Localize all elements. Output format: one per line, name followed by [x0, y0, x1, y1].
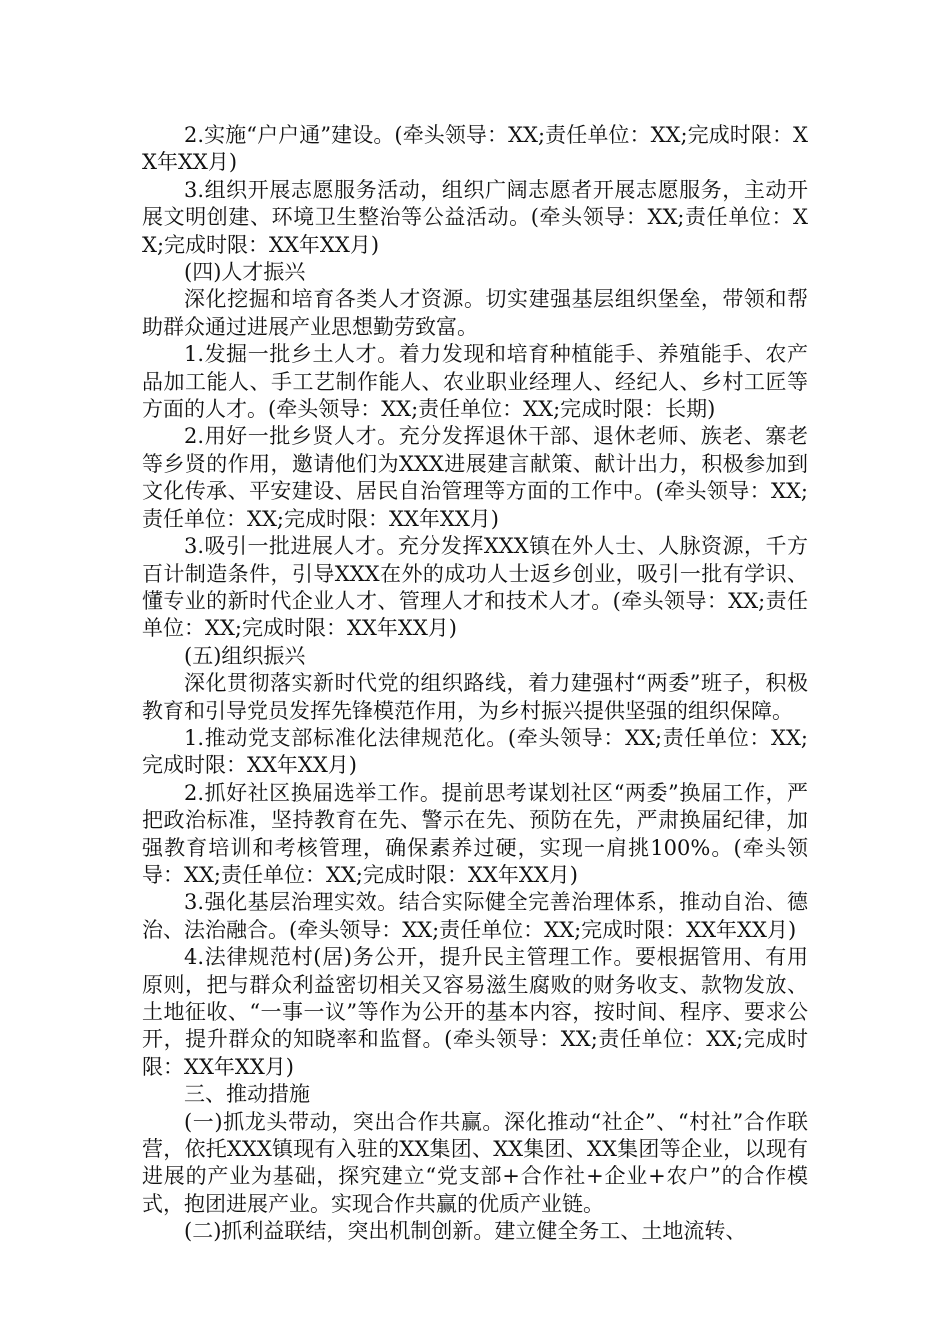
section-heading: (五)组织振兴	[184, 643, 306, 668]
paragraph: (一)抓龙头带动，突出合作共赢。深化推动“社企”、“村社”合作联营，依托XXX镇现有入驻的XX集团、XX集团、XX集团等企业，以现有进展的产业为基础，探究建立“党支部+合作社+企业+农户”的合作模式，抱团进展产业。实现合作共赢的优质产业链。	[142, 1109, 808, 1216]
section-heading: 三、推动措施	[184, 1082, 310, 1107]
paragraph: 2.抓好社区换届选举工作。提前思考谋划社区“两委”换届工作，严把政治标准，坚持教育在先、警示在先、预防在先，严肃换届纪律，加强教育培训和考核管理，确保素养过硬，实现一肩挑100%。(牵头领导：XX;责任单位：XX;完成时限：XX年XX月)	[142, 780, 808, 887]
document-body	[142, 122, 808, 1246]
paragraph: 2.实施“户户通”建设。(牵头领导：XX;责任单位：XX;完成时限：XX年XX月)	[142, 123, 808, 175]
section-heading: (四)人才振兴	[184, 260, 306, 285]
paragraph: 1.发掘一批乡土人才。着力发现和培育种植能手、养殖能手、农产品加工能人、手工艺制作能人、农业职业经理人、经纪人、乡村工匠等方面的人才。(牵头领导：XX;责任单位：XX;完成时限：长期)	[142, 342, 808, 422]
paragraph: 4.法律规范村(居)务公开，提升民主管理工作。要根据管用、有用原则，把与群众利益密切相关又容易滋生腐败的财务收支、款物发放、土地征收、“一事一议”等作为公开的基本内容，按时间、程序、要求公开，提升群众的知晓率和监督。(牵头领导：XX;责任单位：XX;完成时限：XX年XX月)	[142, 945, 808, 1079]
paragraph: 2.用好一批乡贤人才。充分发挥退休干部、退休老师、族老、寨老等乡贤的作用，邀请他们为XXX进展建言献策、献计出力，积极参加到文化传承、平安建设、居民自治管理等方面的工作中。(牵头领导：XX;责任单位：XX;完成时限：XX年XX月)	[142, 424, 808, 531]
paragraph: 1.推动党支部标准化法律规范化。(牵头领导：XX;责任单位：XX;完成时限：XX年XX月)	[142, 725, 808, 778]
paragraph: 3.吸引一批进展人才。充分发挥XXX镇在外人士、人脉资源，千方百计制造条件，引导XXX在外的成功人士返乡创业，吸引一批有学识、懂专业的新时代企业人才、管理人才和技术人才。(牵头领导：XX;责任单位：XX;完成时限：XX年XX月)	[142, 534, 808, 641]
paragraph: 深化挖掘和培育各类人才资源。切实建强基层组织堡垒，带领和帮助群众通过进展产业思想勤劳致富。	[142, 287, 808, 339]
paragraph: 3.强化基层治理实效。结合实际健全完善治理体系，推动自治、德治、法治融合。(牵头领导：XX;责任单位：XX;完成时限：XX年XX月)	[142, 890, 808, 942]
paragraph: 3.组织开展志愿服务活动，组织广阔志愿者开展志愿服务，主动开展文明创建、环境卫生整治等公益活动。(牵头领导：XX;责任单位：XX;完成时限：XX年XX月)	[142, 177, 808, 257]
paragraph: (二)抓利益联结，突出机制创新。建立健全务工、土地流转、	[184, 1219, 747, 1244]
paragraph: 深化贯彻落实新时代党的组织路线，着力建强村“两委”班子，积极教育和引导党员发挥先锋模范作用，为乡村振兴提供坚强的组织保障。	[142, 671, 808, 723]
